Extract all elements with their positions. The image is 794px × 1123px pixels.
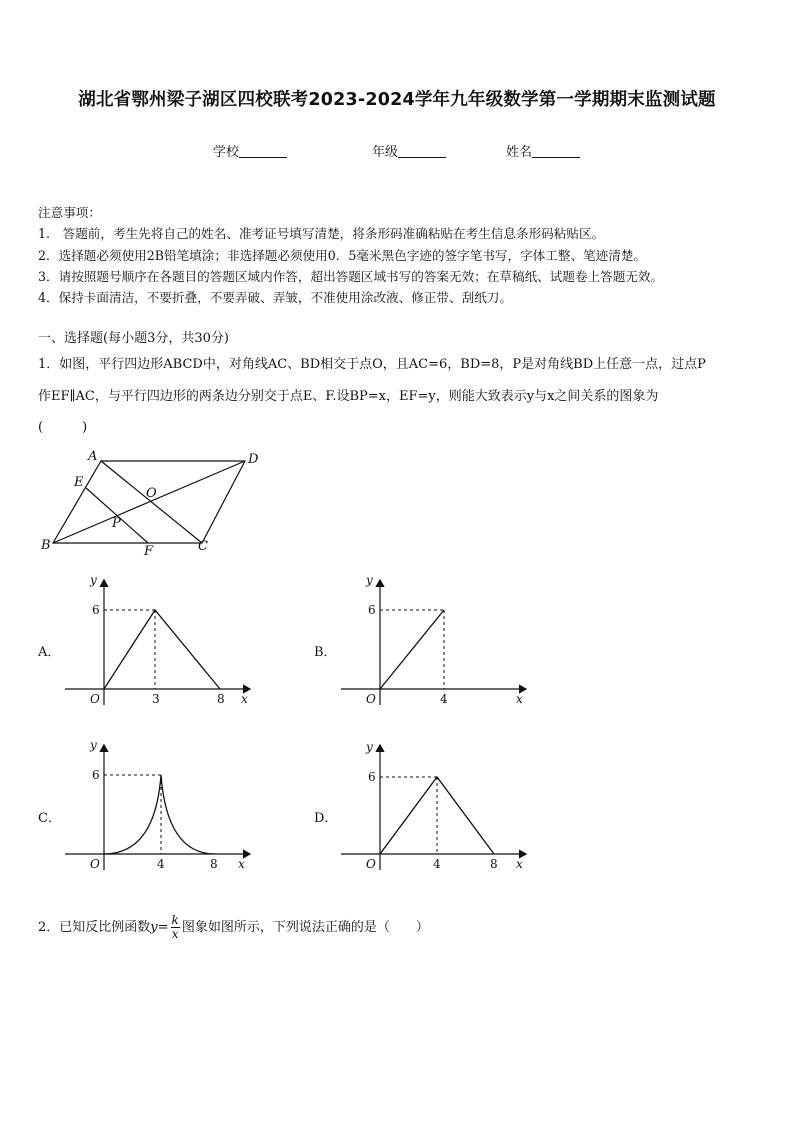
y-axis-label: y bbox=[366, 740, 373, 754]
q1-figure bbox=[36, 446, 266, 562]
y-tick-label: 6 bbox=[92, 768, 100, 782]
function-curve bbox=[380, 610, 444, 689]
grade-blank bbox=[398, 144, 446, 158]
point-label-f: F bbox=[144, 544, 154, 559]
y-tick-label: 6 bbox=[92, 603, 100, 617]
x-tick-label: 8 bbox=[490, 857, 498, 871]
origin-label: O bbox=[90, 692, 100, 706]
x-tick-label: 4 bbox=[157, 857, 165, 871]
option-a-graph[interactable] bbox=[60, 572, 260, 710]
name-field bbox=[506, 141, 580, 160]
option-b-label[interactable]: B． bbox=[314, 645, 337, 660]
option-c-graph[interactable] bbox=[60, 737, 260, 875]
x-axis-label: x bbox=[241, 692, 248, 706]
origin-label: O bbox=[90, 857, 100, 871]
q2-frac-den: x bbox=[171, 927, 179, 941]
y-axis-label: y bbox=[90, 573, 97, 587]
q2-prefix: 2．已知反比例函数 bbox=[38, 920, 151, 935]
x-axis-label: x bbox=[238, 857, 245, 871]
notes-heading: 注意事项： bbox=[38, 205, 101, 220]
page-title: 湖北省鄂州梁子湖区四校联考2023-2024学年九年级数学第一学期期末监测试题 bbox=[78, 90, 716, 110]
y-tick-label: 6 bbox=[368, 603, 376, 617]
y-axis-label: y bbox=[366, 573, 373, 587]
q1-answer-paren: ( ) bbox=[38, 420, 88, 435]
school-field bbox=[213, 141, 287, 160]
point-label-o: O bbox=[146, 486, 157, 501]
note-item: 2．选择题必须使用2B铅笔填涂；非选择题必须使用0．5毫米黑色字迹的签字笔书写，字体工整、笔迹清楚。 bbox=[38, 247, 647, 263]
school-label: 学校 bbox=[213, 145, 240, 160]
diagonal-bd bbox=[53, 461, 245, 543]
name-label: 姓名 bbox=[506, 145, 533, 160]
q2-frac-num: k bbox=[171, 913, 179, 927]
x-tick-label: 8 bbox=[210, 857, 218, 871]
section-heading: 一、选择题(每小题3分，共30分) bbox=[38, 331, 229, 346]
x-tick-label: 8 bbox=[217, 692, 225, 706]
q2-func-y: y bbox=[150, 920, 158, 935]
option-b-graph[interactable] bbox=[336, 572, 536, 710]
notes bbox=[38, 202, 663, 308]
origin-label: O bbox=[366, 857, 376, 871]
x-tick-label: 4 bbox=[433, 857, 441, 871]
point-label-e: E bbox=[74, 475, 84, 490]
origin-label: O bbox=[366, 692, 376, 706]
grade-field bbox=[372, 141, 446, 160]
q1-text-line2: 作EF∥AC，与平行四边形的两条边分别交于点E、F.设BP=x，EF=y，则能大致表示y与x之间关系的图象为 bbox=[38, 389, 659, 404]
function-curve bbox=[104, 775, 215, 854]
x-axis-label: x bbox=[516, 857, 523, 871]
q2-fraction bbox=[171, 914, 180, 941]
point-label-a: A bbox=[88, 449, 98, 464]
school-blank bbox=[239, 144, 287, 158]
q1-text-line1: 1．如图，平行四边形ABCD中，对角线AC、BD相交于点O，且AC=6，BD=8，P是对角线BD上任意一点，过点P bbox=[38, 357, 706, 372]
option-a-label[interactable]: A． bbox=[38, 645, 61, 660]
x-tick-label: 4 bbox=[440, 692, 448, 706]
option-c-label[interactable]: C． bbox=[38, 811, 61, 826]
function-curve bbox=[104, 610, 220, 689]
y-tick-label: 6 bbox=[368, 770, 376, 784]
x-tick-label: 3 bbox=[152, 692, 160, 706]
name-blank bbox=[532, 144, 580, 158]
point-label-c: C bbox=[198, 539, 208, 554]
note-item: 4．保持卡面清洁，不要折叠，不要弄破、弄皱，不准使用涂改液、修正带、刮纸刀。 bbox=[38, 290, 512, 306]
q2-eq: = bbox=[157, 920, 169, 935]
q2-text bbox=[38, 912, 429, 944]
option-d-label[interactable]: D． bbox=[314, 811, 338, 826]
point-label-d: D bbox=[248, 452, 259, 467]
note-item: 1. 答题前，考生先将自己的姓名、准考证号填写清楚，将条形码准确粘贴在考生信息条形码粘贴区。 bbox=[38, 226, 605, 242]
grade-label: 年级 bbox=[372, 145, 399, 160]
point-label-b: B bbox=[41, 538, 51, 553]
point-label-p: P bbox=[112, 516, 121, 531]
q2-suffix: 图象如图所示，下列说法正确的是（ ） bbox=[181, 920, 429, 935]
note-item: 3．请按照题号顺序在各题目的答题区域内作答，超出答题区域书写的答案无效；在草稿纸、试题卷上答题无效。 bbox=[38, 268, 664, 284]
x-axis-label: x bbox=[516, 692, 523, 706]
y-axis-label: y bbox=[90, 738, 97, 752]
option-d-graph[interactable] bbox=[336, 737, 536, 875]
